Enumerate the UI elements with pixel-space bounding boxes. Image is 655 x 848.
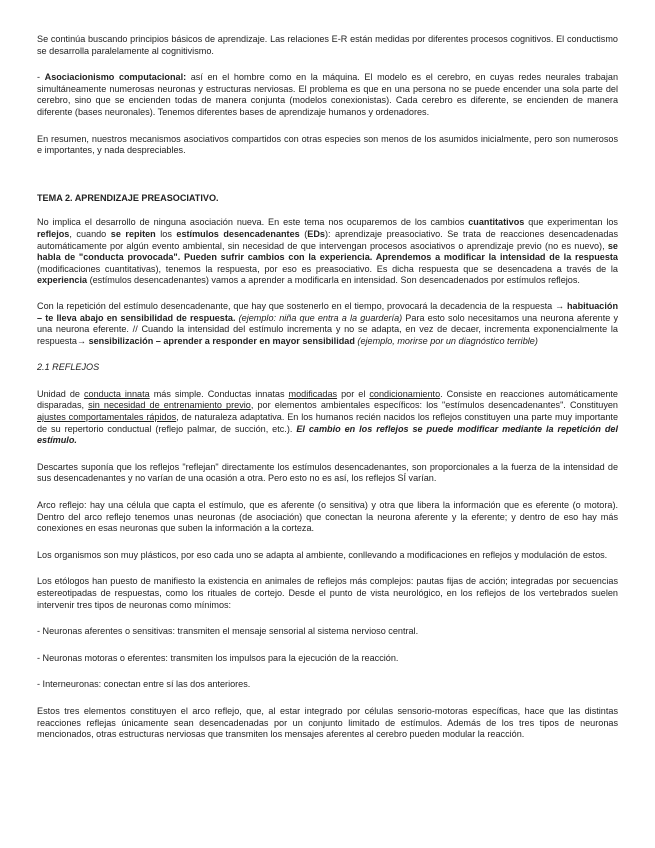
paragraph-plasticidad: Los organismos son muy plásticos, por eso cada uno se adapta al ambiente, conllevando a modificaciones en reflejos y modulación de estos. xyxy=(37,549,608,560)
text-span: estímulos desencadenantes xyxy=(445,400,561,411)
text-span: . Consiste en reacciones automáticamente disparadas, xyxy=(37,388,618,411)
list-item-aferentes: - Neuronas aferentes o sensitivas: transmiten el mensaje sensorial al sistema nervioso central. xyxy=(37,626,419,637)
underlined-term: modificadas xyxy=(288,388,338,399)
chapter-heading: TEMA 2. APRENDIZAJE PREASOCIATIVO. xyxy=(37,192,219,203)
text-span: que experimentan los xyxy=(524,217,618,228)
text-span: Con la repetición del estímulo desencadenante, que hay que sostenerlo en el tiempo, provocará la decadencia de la respuesta → xyxy=(37,300,567,311)
paragraph-conclusion: Estos tres elementos constituyen el arco reflejo, que, al estar integrado por células sensorio-motoras específicas, hace que las distintas reacciones reflejas únicamente sean desencadenadas por un conjunto limitado de estímulos. Además de los tres tipos de neuronas mencionados, otras estructuras nerviosas que transmiten los mensajes aferentes al cerebro pueden modular la reacción. xyxy=(37,705,618,740)
paragraph-intro: Se continúa buscando principios básicos de aprendizaje. Las relaciones E-R están medidas por diferentes procesos cognitivos. El conductismo se desarrolla paralelamente al cognitivismo. xyxy=(37,34,618,56)
text-span: por el xyxy=(337,388,370,399)
text-span: ): aprendizaje preasociativo. Se trata de reacciones desencadenadas automáticamente por algún evento ambiental, sin necesidad de que intervengan procesos asociativos o aprendizaje previo (no es nuevo), xyxy=(37,228,618,251)
text-span: (modificaciones cuantitativas), tenemos la respuesta, por eso es preasociativo. Es dicha respuesta que se desencadena a través de la xyxy=(37,263,618,274)
paragraph-resumen: En resumen, nuestros mecanismos asociativos compartidos con otras especies son menos de los asumidos inicialmente, pero son numerosos e importantes, y nada despreciables. xyxy=(37,133,618,156)
bold-term: se repiten xyxy=(110,228,156,239)
bold-term: habituación – te lleva abajo en sensibilidad de respuesta. xyxy=(37,300,618,323)
paragraph-reflejos-def xyxy=(37,389,618,447)
document-page xyxy=(37,34,618,756)
paragraph-asociacionismo xyxy=(37,72,618,118)
text-span: , por elementos ambientales específicos: los " xyxy=(250,400,446,411)
section-heading: 2.1 REFLEJOS xyxy=(37,362,100,373)
text-span: ". Constituyen xyxy=(560,400,618,411)
text-span: , de naturaleza adaptativa. En los humanos recién nacidos los reflejos constituyen una parte muy importante de su repertorio conductual (reflejo palmar, de succión, etc.). xyxy=(37,412,619,434)
bold-term: sensibilización – aprender a responder en mayor sensibilidad xyxy=(88,335,355,346)
italic-example: (ejemplo: niña que entra a la guardería) xyxy=(235,312,403,323)
bold-term: EDs xyxy=(307,228,325,239)
text-span: (estímulos desencadenantes) vamos a aprender a modificarla en intensidad. Son desencadenados por estímulos reflejos. xyxy=(87,275,580,286)
underlined-term: condicionamiento xyxy=(369,388,441,399)
text-span: ( xyxy=(299,228,308,239)
bold-term: se habla de "conducta provocada". Pueden sufrir cambios con la experiencia. Aprendemos a modificar la intensidad de la respuesta xyxy=(37,240,618,263)
text-span: - xyxy=(37,72,45,83)
bold-term: Asociacionismo computacional: xyxy=(44,72,187,83)
list-item-motoras: - Neuronas motoras o eferentes: transmiten los impulsos para la ejecución de la reacción. xyxy=(37,652,399,663)
paragraph-arco-reflejo: Arco reflejo: hay una célula que capta el estímulo, que es aferente (o sensitiva) y otra que libera la información que es eferente (o motora). Dentro del arco reflejo tenemos unas neuronas (de asociación) que conectan la neurona aferente y la eferente; y dentro de eso hay más conexiones en esas neuronas que suben la información a la corteza. xyxy=(37,500,618,534)
text-span: más simple. Conductas innatas xyxy=(149,388,289,399)
underlined-term: ajustes comportamentales rápidos xyxy=(37,412,177,423)
text-span: Unidad de xyxy=(37,388,84,399)
text-span: los xyxy=(155,228,177,239)
italic-example: (ejemplo, morirse por un diagnóstico terrible) xyxy=(354,335,538,346)
paragraph-etologos: Los etólogos han puesto de manifiesto la existencia en animales de reflejos más complejos: pautas fijas de acción; integradas por secuencias estereotipadas de respuestas, como los rituales de cortejo. Desde el punto de vista neurológico, en los reflejos de los vertebrados suelen intervenir tres tipos de neuronas como mínimos: xyxy=(37,576,618,610)
bold-term: reflejos xyxy=(37,228,70,239)
text-span: No implica el desarrollo de ninguna asociación nueva. En este tema nos ocuparemos de los cambios xyxy=(37,217,469,228)
underlined-term: conducta innata xyxy=(83,388,150,399)
text-span: así en el hombre como en la máquina. El modelo es el cerebro, en cuyas redes neurales trabajan simultáneamente numerosas neuronas y estructuras nerviosas. El problema es que en una persona no se puede encender una sola parte del cerebro, sino que se encienden todas de manera conjunta (modelos conexionistas). Cada cerebro es diferente, se encienden de manera diferente (bases neuronales). Tenemos diferentes bases de aprendizaje humanos y ordenadores. xyxy=(37,72,619,117)
paragraph-habituacion xyxy=(37,301,618,347)
paragraph-descartes: Descartes suponía que los reflejos "reflejan" directamente los estímulos desencadenantes, son proporcionales a la fuerza de la intensidad de sus desencadenantes y no varían de una ocasión a otra. Pero esto no es así, los reflejos SÍ varían. xyxy=(37,461,618,484)
bold-italic-statement: El cambio en los reflejos se puede modificar mediante la repetición del estímulo. xyxy=(37,423,619,446)
text-span: , cuando xyxy=(69,228,111,239)
paragraph-tema2-intro xyxy=(37,217,618,287)
bold-term: cuantitativos xyxy=(468,217,525,228)
text-span: Para esto solo necesitamos una neurona aferente y una neurona eferente. // Cuando la intensidad del estímulo incrementa y no se adapta, en vez de decaer, incrementa exponencialmente la respuesta→ xyxy=(37,312,618,346)
bold-term: experiencia xyxy=(37,275,88,286)
list-item-interneuronas: - Interneuronas: conectan entre sí las dos anteriores. xyxy=(37,679,251,690)
underlined-term: sin necesidad de entrenamiento previo xyxy=(88,400,251,411)
bold-term: estímulos desencadenantes xyxy=(176,228,300,239)
